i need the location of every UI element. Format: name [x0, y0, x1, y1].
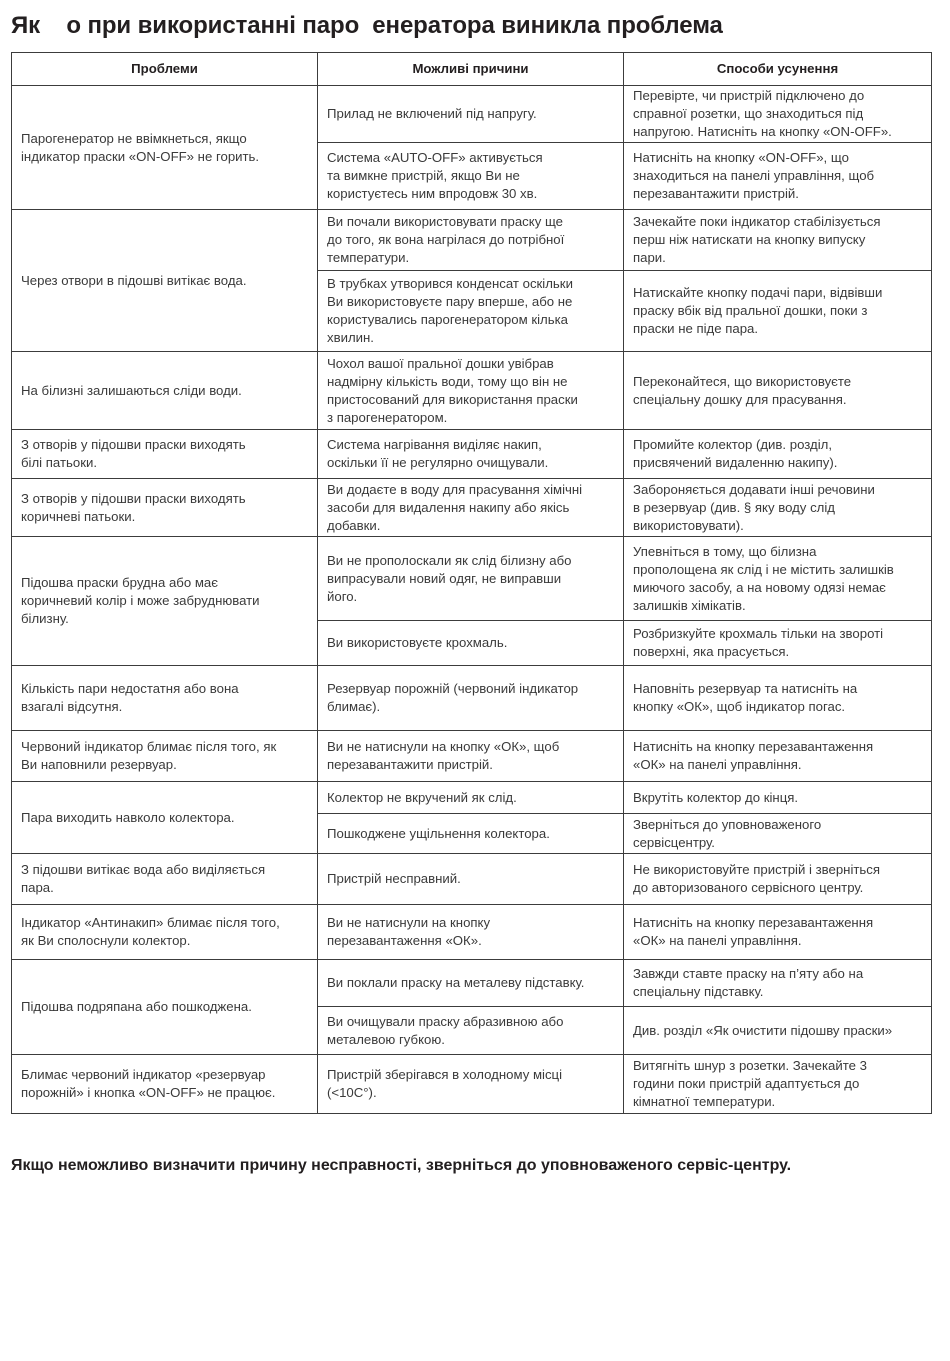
problem-cell: На білизні залишаються сліди води.	[12, 352, 318, 430]
solution-cell: Розбризкуйте крохмаль тільки на звороті поверхні, яка прасується.	[624, 621, 932, 666]
cause-cell: Ви поклали праску на металеву підставку.	[318, 960, 624, 1007]
table-row	[12, 731, 932, 782]
problem-cell: Червоний індикатор блимає після того, як Ви наповнили резервуар.	[12, 731, 318, 782]
solution-cell: Забороняється додавати інші речовини в резервуар (див. § яку воду слід використовувати).	[624, 479, 932, 537]
table-row	[12, 1055, 932, 1114]
table-row	[12, 782, 932, 814]
cause-cell: Ви очищували праску абразивною або металевою губкою.	[318, 1007, 624, 1055]
cause-cell: Чохол вашої пральної дошки увібрав надмірну кількість води, тому що він не пристосований для використання праски з парогенератором.	[318, 352, 624, 430]
cause-cell: Ви не прополоскали як слід білизну або випрасували новий одяг, не виправши його.	[318, 537, 624, 621]
cause-cell: Резервуар порожній (червоний індикатор блимає).	[318, 666, 624, 731]
cause-cell: Пристрій несправний.	[318, 854, 624, 905]
cause-cell: Система нагрівання виділяє накип, оскільки її не регулярно очищували.	[318, 430, 624, 479]
problem-cell: Підошва подряпана або пошкоджена.	[12, 960, 318, 1055]
table-row	[12, 854, 932, 905]
solution-cell: Завжди ставте праску на п’яту або на спеціальну підставку.	[624, 960, 932, 1007]
table-row	[12, 537, 932, 621]
solution-cell: Зверніться до уповноваженого сервісцентру.	[624, 814, 932, 854]
solution-cell: Промийте колектор (див. розділ, присвячений видаленню накипу).	[624, 430, 932, 479]
cause-cell: Ви використовуєте крохмаль.	[318, 621, 624, 666]
problem-cell: З отворів у підошви праски виходять коричневі патьоки.	[12, 479, 318, 537]
table-row	[12, 666, 932, 731]
troubleshooting-table	[11, 52, 932, 1114]
cause-cell: Пошкоджене ущільнення колектора.	[318, 814, 624, 854]
solution-cell: Упевніться в тому, що білизна прополощена як слід і не містить залишків миючого засобу, а на новому одязі немає залишків хімікатів.	[624, 537, 932, 621]
solution-cell: Вкрутіть колектор до кінця.	[624, 782, 932, 814]
problem-cell: Кількість пари недостатня або вона взагалі відсутня.	[12, 666, 318, 731]
problem-cell: З отворів у підошви праски виходять білі патьоки.	[12, 430, 318, 479]
solution-cell: Витягніть шнур з розетки. Зачекайте 3 години поки пристрій адаптується до кімнатної температури.	[624, 1055, 932, 1114]
solution-cell: Натисніть на кнопку перезавантаження «ОК» на панелі управління.	[624, 905, 932, 960]
header-solutions: Способи усунення	[624, 53, 932, 86]
table-row	[12, 430, 932, 479]
solution-cell: Натисніть на кнопку перезавантаження «ОК» на панелі управління.	[624, 731, 932, 782]
cause-cell: Система «AUTO-OFF» активується та вимкне пристрій, якщо Ви не користуєтесь ним впродовж 30 хв.	[318, 143, 624, 210]
problem-cell: Підошва праски брудна або має коричневий колір і може забруднювати білизну.	[12, 537, 318, 666]
cause-cell: Ви не натиснули на кнопку «ОК», щоб перезавантажити пристрій.	[318, 731, 624, 782]
problem-cell: Парогенератор не ввімкнеться, якщо індикатор праски «ON-OFF» не горить.	[12, 86, 318, 210]
solution-cell: Натисніть на кнопку «ON-OFF», що знаходиться на панелі управління, щоб перезавантажити пристрій.	[624, 143, 932, 210]
problem-cell: Пара виходить навколо колектора.	[12, 782, 318, 854]
table-row	[12, 86, 932, 143]
solution-cell: Переконайтеся, що використовуєте спеціальну дошку для прасування.	[624, 352, 932, 430]
cause-cell: Колектор не вкручений як слід.	[318, 782, 624, 814]
cause-cell: Ви почали використовувати праску ще до того, як вона нагрілася до потрібної температури.	[318, 210, 624, 271]
table-row	[12, 352, 932, 430]
header-causes: Можливі причини	[318, 53, 624, 86]
solution-cell: Див. розділ «Як очистити підошву праски»	[624, 1007, 932, 1055]
problem-cell: З підошви витікає вода або виділяється пара.	[12, 854, 318, 905]
footer-note: Якщо неможливо визначити причину несправності, зверніться до уповноваженого сервіс-центру.	[11, 1157, 792, 1174]
table-row	[12, 210, 932, 271]
table-row	[12, 479, 932, 537]
cause-cell: Прилад не включений під напругу.	[318, 86, 624, 143]
solution-cell: Не використовуйте пристрій і зверніться до авторизованого сервісного центру.	[624, 854, 932, 905]
cause-cell: Ви додаєте в воду для прасування хімічні засоби для видалення накипу або якісь добавки.	[318, 479, 624, 537]
problem-cell: Блимає червоний індикатор «резервуар порожній» і кнопка «ON-OFF» не працює.	[12, 1055, 318, 1114]
table-row	[12, 960, 932, 1007]
solution-cell: Наповніть резервуар та натисніть на кнопку «ОК», щоб індикатор погас.	[624, 666, 932, 731]
solution-cell: Перевірте, чи пристрій підключено до справної розетки, що знаходиться під напругою. Натисніть на кнопку «ON-OFF».	[624, 86, 932, 143]
cause-cell: Пристрій зберігався в холодному місці (<10C°).	[318, 1055, 624, 1114]
table-row	[12, 905, 932, 960]
cause-cell: В трубках утворився конденсат оскільки Ви використовуєте пару вперше, або не користувались парогенератором кілька хвилин.	[318, 271, 624, 352]
solution-cell: Зачекайте поки індикатор стабілізується перш ніж натискати на кнопку випуску пари.	[624, 210, 932, 271]
solution-cell: Натискайте кнопку подачі пари, відвівши праску вбік від пральної дошки, поки з праски не піде пара.	[624, 271, 932, 352]
page-title: Як о при використанні паро енератора виникла проблема	[11, 12, 723, 39]
table-header-row	[12, 53, 932, 86]
header-problems: Проблеми	[12, 53, 318, 86]
cause-cell: Ви не натиснули на кнопку перезавантаження «ОК».	[318, 905, 624, 960]
problem-cell: Через отвори в підошві витікає вода.	[12, 210, 318, 352]
problem-cell: Індикатор «Антинакип» блимає після того, як Ви сполоснули колектор.	[12, 905, 318, 960]
